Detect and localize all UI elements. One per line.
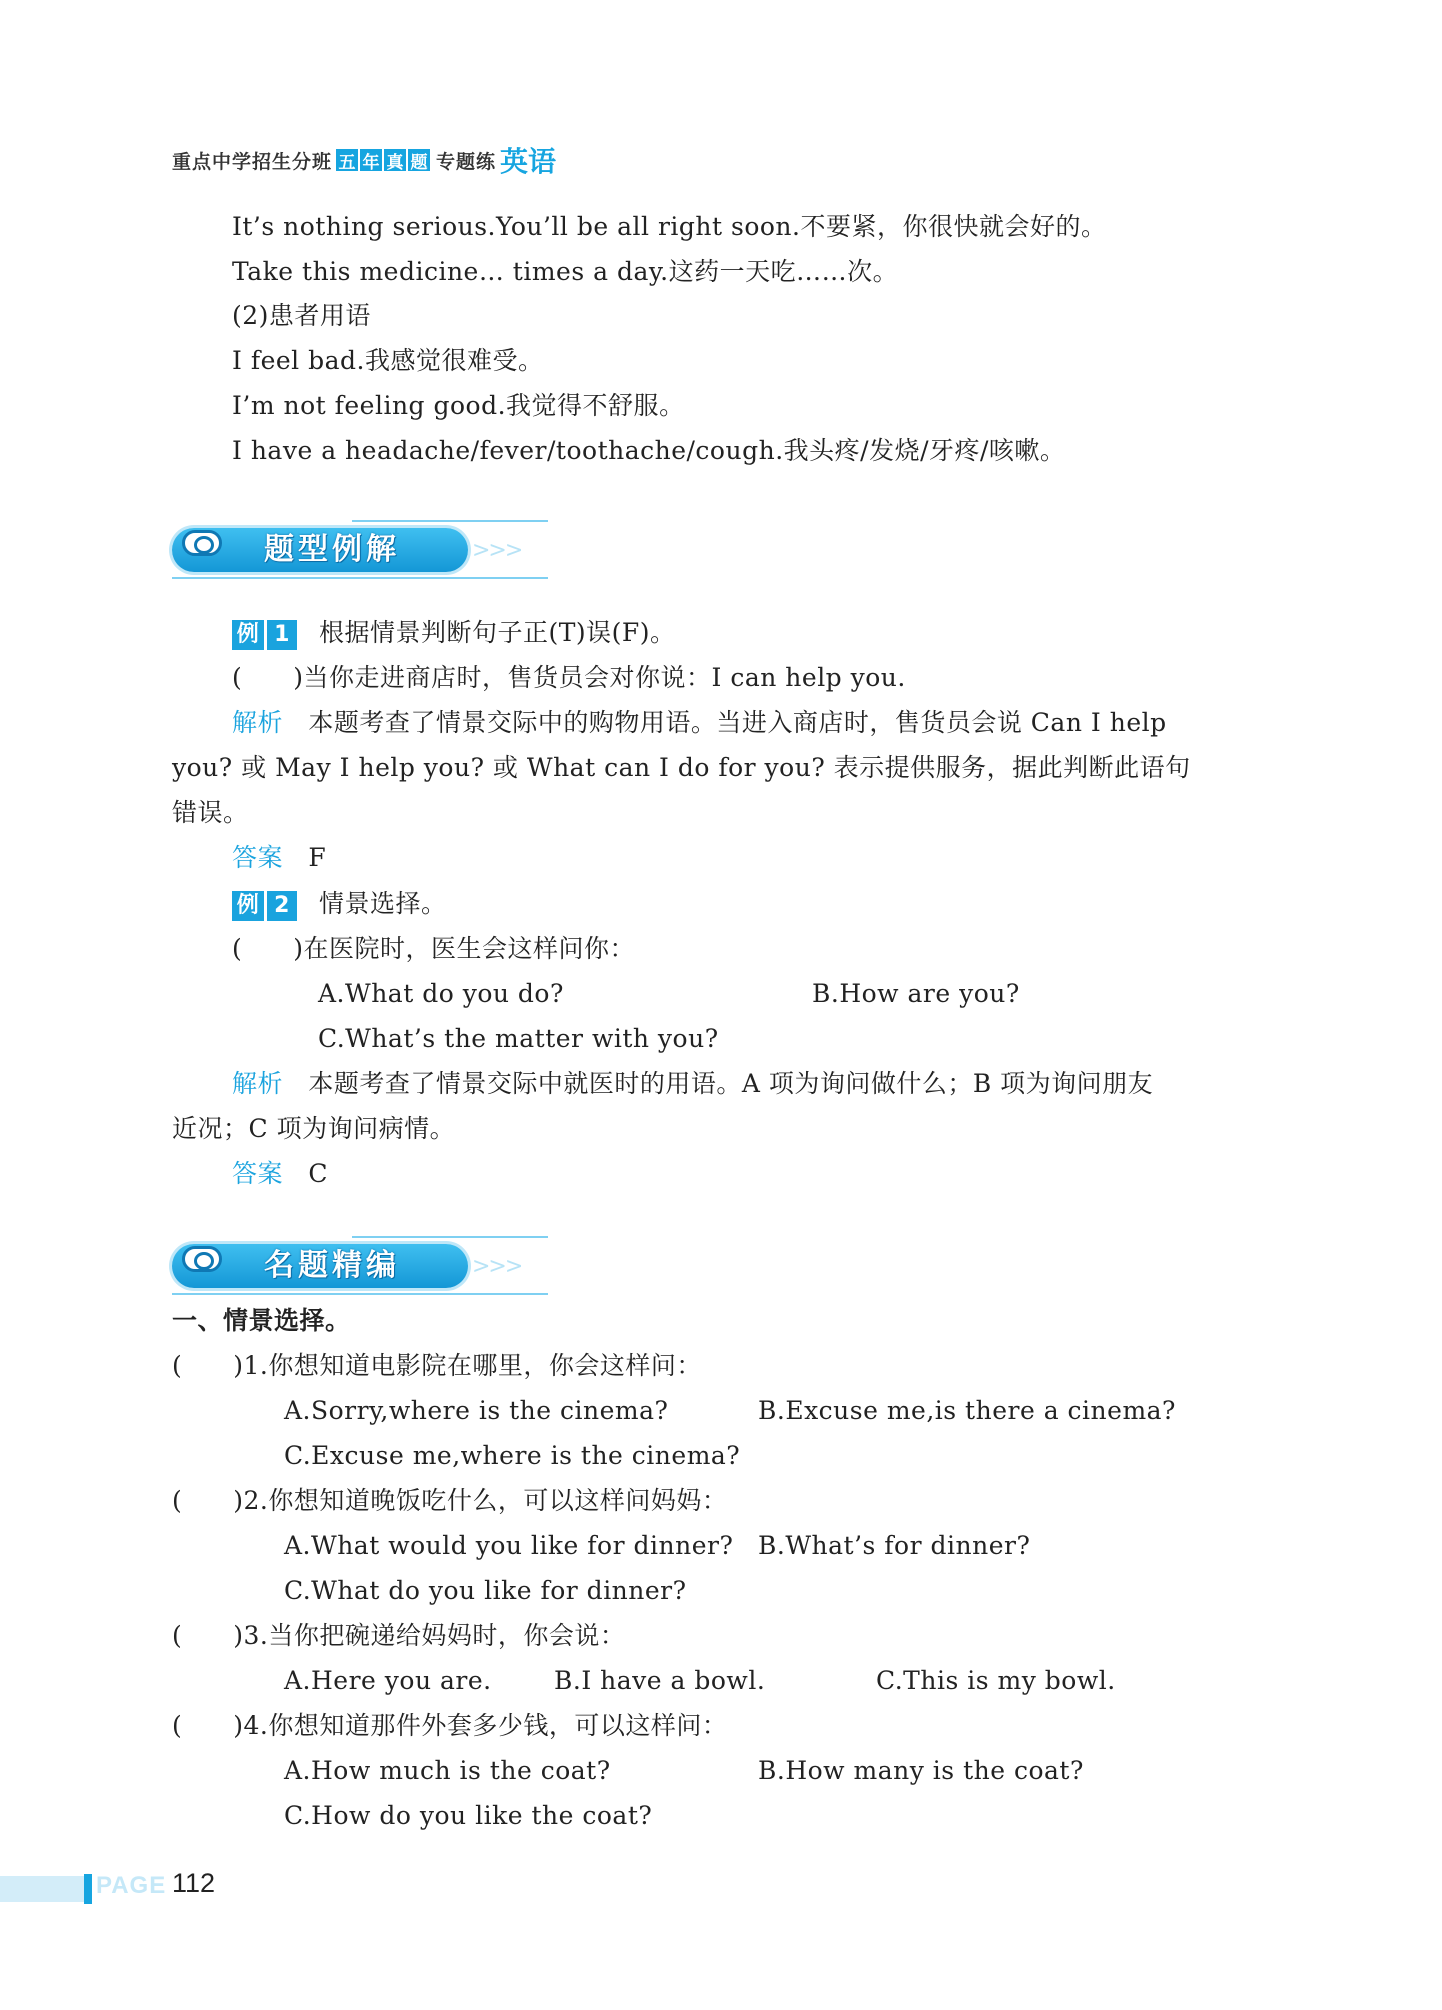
option-b: B.I have a bowl. <box>554 1666 766 1695</box>
question-stem: 3.当你把碗递给妈妈时，你会说： <box>243 1621 626 1650</box>
example-label: 例 <box>232 891 264 921</box>
intro-line: (2)患者用语 <box>232 301 371 330</box>
intro-line: I have a headache/fever/toothache/cough.我头疼/发烧/牙疼/咳嗽。 <box>232 436 1066 465</box>
question-stem: 2.你想知道晚饭吃什么，可以这样问妈妈： <box>243 1486 728 1515</box>
answer-parenthesis: ( ) <box>232 934 304 963</box>
question-line <box>172 1710 727 1742</box>
option-c: C.How do you like the coat? <box>284 1801 653 1830</box>
banner-rule <box>172 577 548 579</box>
analysis-text: 本题考查了情景交际中的购物用语。当进入商店时，售货员会说 Can I help <box>308 708 1167 737</box>
option-b: B.How are you? <box>812 979 1020 1008</box>
page-label: PAGE <box>96 1872 167 1899</box>
header-box: 五 <box>336 149 358 171</box>
answer-parenthesis: ( ) <box>172 1621 244 1650</box>
analysis-line: 错误。 <box>172 798 249 827</box>
question-stem: 1.你想知道电影院在哪里，你会这样问： <box>243 1351 702 1380</box>
banner-rule <box>352 1236 548 1238</box>
arrows-icon: >>> <box>472 1254 522 1279</box>
option-c: C.This is my bowl. <box>876 1666 1116 1695</box>
intro-line: Take this medicine… times a day.这药一天吃……次。 <box>232 257 899 286</box>
option-a: A.Sorry,where is the cinema? <box>284 1396 669 1425</box>
part-title: 一、情景选择。 <box>172 1306 351 1335</box>
option-c: C.What do you like for dinner? <box>284 1576 687 1605</box>
analysis-line <box>232 707 1167 739</box>
answer-parenthesis: ( ) <box>172 1351 244 1380</box>
question-text: 当你走进商店时，售货员会对你说：I can help you. <box>303 663 906 692</box>
example-num: 2 <box>267 891 297 921</box>
question-line <box>172 1350 702 1382</box>
question-text: 在医院时，医生会这样问你： <box>303 934 636 963</box>
section-banner <box>172 1236 552 1296</box>
option-c: C.What’s the matter with you? <box>318 1024 719 1053</box>
header-boxes <box>336 149 432 171</box>
question-line <box>232 662 906 694</box>
option-b: B.How many is the coat? <box>758 1756 1084 1785</box>
example-num: 1 <box>267 620 297 650</box>
disc-icon <box>182 530 222 556</box>
page-header <box>172 140 556 180</box>
example-number-badge <box>232 891 297 921</box>
answer-parenthesis: ( ) <box>172 1486 244 1515</box>
option-a: A.Here you are. <box>284 1666 492 1695</box>
question-line <box>232 933 635 965</box>
example-number-badge <box>232 620 297 650</box>
answer-parenthesis: ( ) <box>172 1711 244 1740</box>
answer-line <box>232 1158 328 1190</box>
option-a: A.What do you do? <box>318 979 564 1008</box>
answer-label: 答案 <box>232 1159 284 1188</box>
section-title: 题型例解 <box>264 532 400 567</box>
footer-bar <box>0 1876 84 1902</box>
analysis-label: 解析 <box>232 1069 284 1098</box>
option-a: A.How much is the coat? <box>284 1756 611 1785</box>
disc-icon <box>182 1246 222 1272</box>
example-instruction: 情景选择。 <box>319 889 447 918</box>
option-a: A.What would you like for dinner? <box>284 1531 734 1560</box>
example-instruction: 根据情景判断句子正(T)误(F)。 <box>319 618 676 647</box>
analysis-label: 解析 <box>232 708 284 737</box>
example-label: 例 <box>232 620 264 650</box>
intro-line: I’m not feeling good.我觉得不舒服。 <box>232 391 685 420</box>
analysis-line <box>232 1068 1153 1100</box>
question-stem: 4.你想知道那件外套多少钱，可以这样问： <box>243 1711 728 1740</box>
header-box: 真 <box>384 149 406 171</box>
option-b: B.What’s for dinner? <box>758 1531 1031 1560</box>
analysis-text: 本题考查了情景交际中就医时的用语。A 项为询问做什么；B 项为询问朋友 <box>308 1069 1154 1098</box>
answer-value: F <box>308 843 327 872</box>
header-prefix: 重点中学招生分班 <box>172 150 333 173</box>
question-line <box>172 1620 625 1652</box>
header-box: 年 <box>360 149 382 171</box>
answer-label: 答案 <box>232 843 284 872</box>
analysis-line: 近况；C 项为询问病情。 <box>172 1114 456 1143</box>
question-line <box>172 1485 727 1517</box>
header-subject: 英语 <box>500 145 557 178</box>
banner-rule <box>172 1293 548 1295</box>
arrows-icon: >>> <box>472 538 522 563</box>
answer-line <box>232 842 326 874</box>
intro-line: It’s nothing serious.You’ll be all right soon.不要紧，你很快就会好的。 <box>232 212 1107 241</box>
option-b: B.Excuse me,is there a cinema? <box>758 1396 1176 1425</box>
analysis-line: you? 或 May I help you? 或 What can I do for you? 表示提供服务，据此判断此语句 <box>172 753 1191 782</box>
answer-value: C <box>308 1159 328 1188</box>
page-number: 112 <box>172 1868 216 1898</box>
example-heading <box>232 888 447 921</box>
banner-rule <box>352 520 548 522</box>
example-heading <box>232 617 676 650</box>
footer-mark <box>84 1874 92 1904</box>
section-title: 名题精编 <box>264 1248 400 1283</box>
option-c: C.Excuse me,where is the cinema? <box>284 1441 741 1470</box>
section-banner <box>172 520 552 580</box>
header-suffix: 专题练 <box>436 150 497 173</box>
answer-parenthesis: ( ) <box>232 663 304 692</box>
intro-line: I feel bad.我感觉很难受。 <box>232 346 544 375</box>
header-box: 题 <box>408 149 430 171</box>
